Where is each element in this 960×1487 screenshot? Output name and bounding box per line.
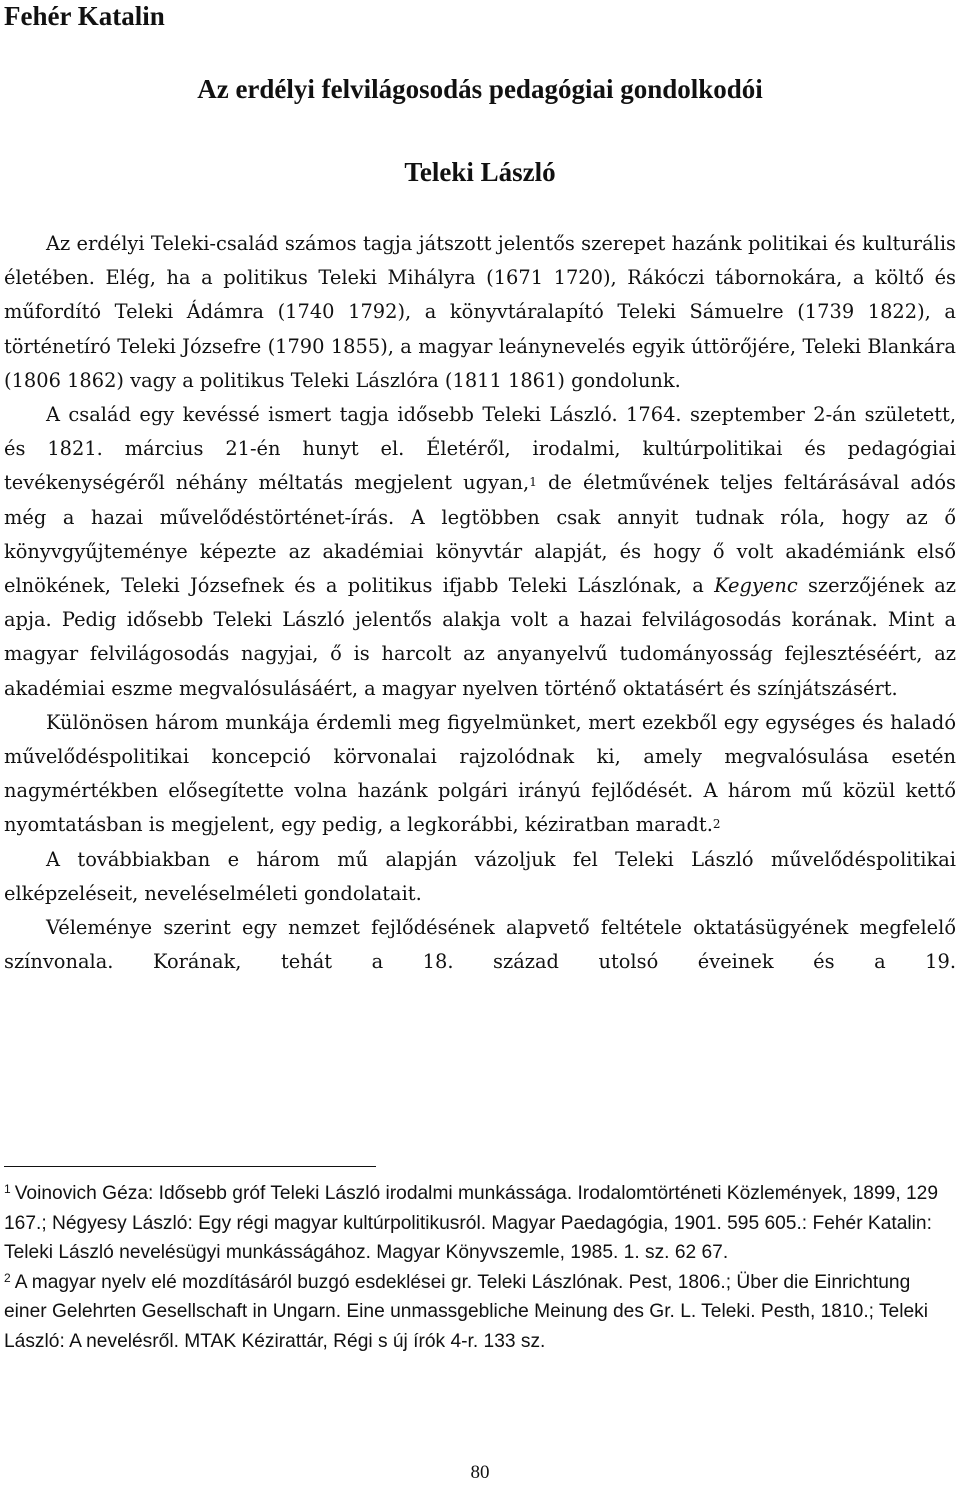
page-number: 80 (470, 1462, 490, 1483)
paragraph-5: Véleménye szerint egy nemzet fejlődésének alapvető feltétele oktatásügyének megfelelő színvonala. Korának, tehát a 18. század utolsó éveinek és a 19. (4, 916, 956, 974)
paragraph-1-sentence-1: Az erdélyi Teleki-család számos tagja játszott jelentős szerepet hazánk politikai és kulturális életében. (4, 232, 956, 290)
footnote-ref-2[interactable]: 2 (712, 817, 721, 832)
footnote-1 (4, 1179, 956, 1268)
footnote-2 (4, 1268, 956, 1357)
footnote-2-text: A magyar nyelv elé mozdításáról buzgó esdeklései gr. Teleki Lászlónak. Pest, 1806.; Über die Einrichtung einer Gelehrten Gesellschaft in Ungarn. Eine unmassgebliche Meinung des Gr. L. Teleki. Pesth, 1810.; Teleki László: A nevelésről. MTAK Kézirattár, Régi s új írók 4-r. 133 sz. (4, 1271, 929, 1352)
paragraph-2-part-a: A család egy kevéssé ismert tagja idősebb Teleki László. 1764. szeptember 2-án született, és 1821. március 21-én hunyt el. Életéről, irodalmi, kultúrpolitikai és pedagógiai tevékenységéről néhány méltatás megjelent ugyan, (4, 403, 956, 495)
body-text (4, 227, 956, 979)
article-title: Az erdélyi felvilágosodás pedagógiai gondolkodói (197, 74, 763, 104)
paragraph-4: A továbbiakban e három mű alapján vázoljuk fel Teleki László művelődéspolitikai elképzeléseit, neveléselméleti gondolatait. (4, 847, 956, 905)
paragraph-1-sentence-2: Elég, ha a politikus Teleki Mihályra (1671 1720), Rákóczi tábornokára, a költő és műfordító Teleki Ádámra (1740 1792), a könyvtáralapító Teleki Sámuelre (1739 1822), a történetíró Teleki Józsefre (1790 1855), a magyar leánynevelés egyik úttörőjére, Teleki Blankára (1806 1862) vagy a politikus Teleki Lászlóra (1811 1861) gondolunk. (4, 266, 957, 392)
paragraph-2-part-c: szerzőjének az apja. Pedig idősebb Teleki László jelentős alakja volt a hazai felvilágosodás korának. Mint a magyar felvilágosodás nagyjai, ő is harcolt az anyanyelvű tudományosság fejlesztéséért, az akadémiai eszme megvalósulásáért, a magyar nyelven történő oktatásért és színjátszásért. (4, 574, 957, 700)
author-name: Fehér Katalin (4, 1, 165, 31)
work-title-kegyenc: Kegyenc (714, 574, 798, 598)
footnote-1-text: Voinovich Géza: Idősebb gróf Teleki László irodalmi munkássága. Irodalomtörténeti Közlemények, 1899, 129 167.; Négyesy László: Egy régi magyar kultúrpolitikusról. Magyar Paedagógia, 1901. 595 605.: Fehér Katalin: Teleki László nevelésügyi munkásságához. Magyar Könyvszemle, 1985. 1. sz. 62 67. (4, 1183, 938, 1263)
footnote-separator (4, 1166, 376, 1167)
paragraph-3-text: Különösen három munkája érdemli meg figyelmünket, mert ezekből egy egységes és haladó művelődéspolitikai koncepció körvonalai rajzolódnak ki, amely megvalósulása esetén nagymértékben elősegítette volna hazánk polgári irányú fejlődését. A három mű közül kettő nyomtatásban is megjelent, egy pedig, a legkorábbi, kéziratban maradt. (4, 710, 956, 837)
paragraph-1 (4, 227, 956, 398)
paragraph-2-part-b: de életművének teljes feltárásával adós még a hazai művelődéstörténet-írás. A legtöbben csak annyit tudnak róla, hogy az ő könyvgyűjteménye képezte az akadémiai könyvtár alapját, és hogy ő volt akadémiánk első elnökének, Teleki Józsefnek és a politikus ifjabb Teleki Lászlónak, a (4, 471, 956, 598)
paragraph-3 (4, 706, 956, 843)
footnotes (4, 1179, 956, 1356)
footnote-2-number: 2 (4, 1270, 11, 1285)
article-subtitle: Teleki László (404, 157, 556, 187)
paragraph-2 (4, 398, 956, 706)
footnote-ref-1[interactable]: 1 (529, 475, 537, 490)
footnote-1-number: 1 (4, 1182, 11, 1196)
